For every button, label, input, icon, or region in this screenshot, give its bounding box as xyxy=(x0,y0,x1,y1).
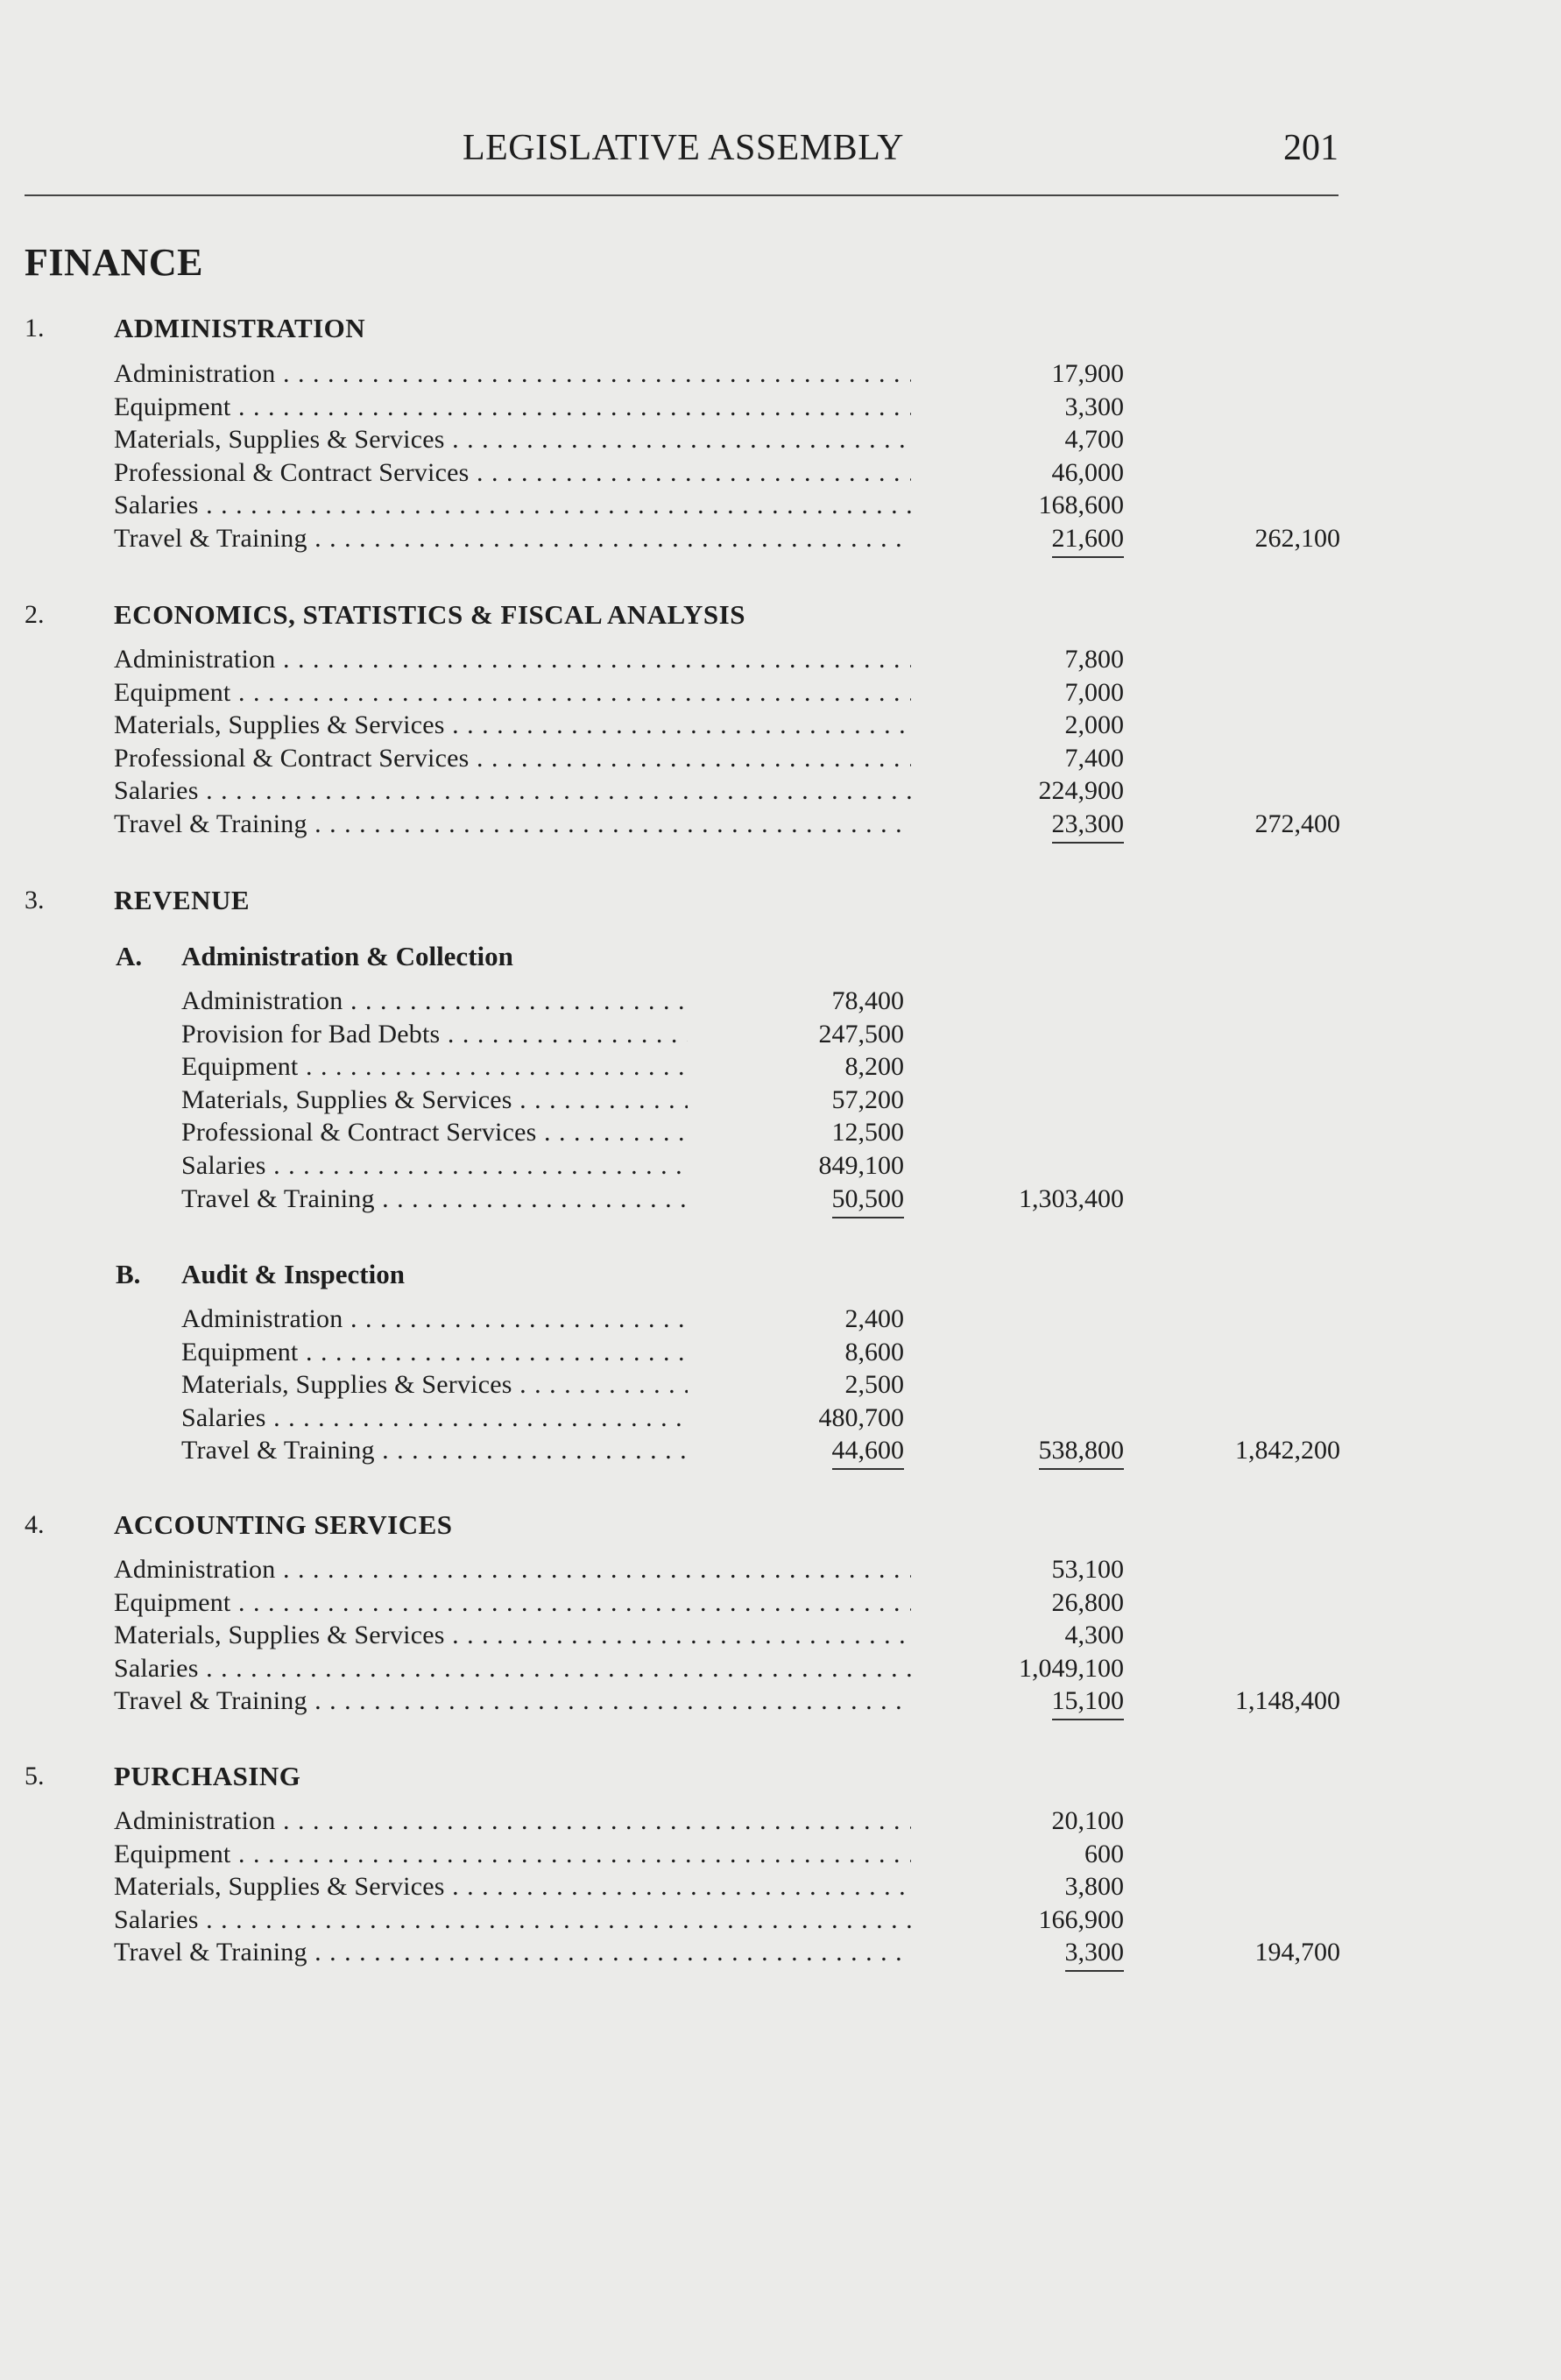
section-total: 272,400 xyxy=(1254,809,1340,838)
line-item-value xyxy=(914,1936,1124,1969)
line-item-label: Travel & Training . . . xyxy=(181,1183,688,1216)
line-item-value: 17,900 xyxy=(1051,359,1124,388)
line-item-value-underlined: 15,100 xyxy=(1052,1686,1125,1720)
line-item-label: Materials, Supplies & Services . . . xyxy=(181,1084,688,1117)
line-item-label: Administration . . . xyxy=(114,357,911,391)
line-item-value: 20,100 xyxy=(1051,1806,1124,1835)
line-item-label: Administration . . . xyxy=(181,985,688,1018)
section-total: 262,100 xyxy=(1254,524,1340,553)
line-item-label: Travel & Training . . . xyxy=(181,1434,688,1467)
line-item-value: 12,500 xyxy=(831,1118,904,1148)
section-title: PURCHASING xyxy=(114,1761,301,1791)
line-item-label: Professional & Contract Services . . . xyxy=(181,1116,688,1149)
subsection-subtotal xyxy=(914,1434,1124,1467)
line-item-value xyxy=(694,1183,904,1216)
line-item-label: Equipment . . . xyxy=(114,676,911,710)
line-item-label: Administration . . . xyxy=(181,1303,688,1336)
line-item-value: 57,200 xyxy=(831,1084,904,1114)
section-total: 1,148,400 xyxy=(1235,1686,1340,1716)
line-item-value xyxy=(914,808,1124,841)
section-number: 5. xyxy=(25,1762,45,1790)
line-item-value-underlined: 21,600 xyxy=(1052,524,1125,558)
line-item-value: 3,300 xyxy=(1064,392,1124,421)
page-number: 201 xyxy=(1283,128,1339,168)
line-item-label: Professional & Contract Services . . . xyxy=(114,456,911,490)
line-item-value: 8,600 xyxy=(844,1337,904,1367)
section-number: 3. xyxy=(25,886,45,915)
line-item-value: 7,400 xyxy=(1064,743,1124,773)
line-item-value: 26,800 xyxy=(1051,1587,1124,1617)
subsection-title: Administration & Collection xyxy=(181,941,513,971)
line-item-value-underlined: 23,300 xyxy=(1052,809,1125,844)
line-item-value: 7,800 xyxy=(1064,645,1124,674)
line-item-value-underlined: 44,600 xyxy=(832,1436,905,1470)
line-item-value: 1,049,100 xyxy=(1019,1653,1124,1683)
header-rule xyxy=(25,194,1339,196)
line-item-label: Salaries . . . xyxy=(114,1652,911,1685)
line-item-label: Materials, Supplies & Services . . . xyxy=(114,1619,911,1652)
line-item-value: 7,000 xyxy=(1064,677,1124,707)
section-title: ACCOUNTING SERVICES xyxy=(114,1509,453,1540)
line-item-label: Materials, Supplies & Services . . . xyxy=(114,709,911,742)
line-item-value xyxy=(914,522,1124,555)
line-item-label: Travel & Training . . . xyxy=(114,1936,911,1969)
subsection-letter: B. xyxy=(116,1259,141,1289)
line-item-value: 3,800 xyxy=(1064,1872,1124,1902)
line-item-value: 480,700 xyxy=(818,1402,904,1432)
line-item-value: 168,600 xyxy=(1038,491,1124,520)
line-item-value: 4,700 xyxy=(1064,425,1124,455)
line-item-value: 2,400 xyxy=(844,1304,904,1333)
section-title: REVENUE xyxy=(114,885,251,915)
line-item-value-underlined: 50,500 xyxy=(832,1184,905,1218)
line-item-value: 8,200 xyxy=(844,1052,904,1082)
line-item-label: Equipment . . . xyxy=(181,1336,688,1369)
line-item-value: 4,300 xyxy=(1064,1621,1124,1650)
line-item-label: Equipment . . . xyxy=(181,1050,688,1084)
line-item-label: Travel & Training . . . xyxy=(114,522,911,555)
line-item-value: 600 xyxy=(1084,1839,1124,1868)
line-item-label: Administration . . . xyxy=(114,1804,911,1838)
line-item-label: Salaries . . . xyxy=(181,1149,688,1183)
line-item-label: Salaries . . . xyxy=(181,1402,688,1435)
line-item-value xyxy=(694,1434,904,1467)
line-item-value: 53,100 xyxy=(1051,1555,1124,1584)
line-item-value: 2,000 xyxy=(1064,710,1124,740)
page-header-title: LEGISLATIVE ASSEMBLY xyxy=(463,128,904,168)
line-item-label: Travel & Training . . . xyxy=(114,808,911,841)
line-item-label: Equipment . . . xyxy=(114,1838,911,1871)
line-item-value: 849,100 xyxy=(818,1151,904,1180)
line-item-label: Equipment . . . xyxy=(114,1586,911,1620)
line-item-label: Materials, Supplies & Services . . . xyxy=(114,1870,911,1903)
subsection-subtotal: 1,303,400 xyxy=(1019,1183,1124,1213)
line-item-label: Salaries . . . xyxy=(114,489,911,522)
section-total: 1,842,200 xyxy=(1235,1436,1340,1465)
line-item-label: Equipment . . . xyxy=(114,391,911,424)
line-item-label: Salaries . . . xyxy=(114,1903,911,1937)
line-item-label: Materials, Supplies & Services . . . xyxy=(181,1368,688,1402)
line-item-label: Administration . . . xyxy=(114,1553,911,1586)
section-number: 2. xyxy=(25,600,45,629)
section-title: ECONOMICS, STATISTICS & FISCAL ANALYSIS xyxy=(114,599,745,630)
subsection-title: Audit & Inspection xyxy=(181,1259,405,1289)
line-item-label: Provision for Bad Debts . . . xyxy=(181,1018,688,1051)
section-number: 4. xyxy=(25,1510,45,1539)
line-item-label: Salaries . . . xyxy=(114,774,911,808)
line-item-value: 78,400 xyxy=(831,986,904,1015)
subsection-letter: A. xyxy=(116,941,143,971)
line-item-value: 247,500 xyxy=(818,1019,904,1049)
department-title: FINANCE xyxy=(25,241,203,284)
line-item-value-underlined: 3,300 xyxy=(1065,1938,1125,1972)
line-item-label: Travel & Training . . . xyxy=(114,1684,911,1718)
section-number: 1. xyxy=(25,314,45,343)
section-title: ADMINISTRATION xyxy=(114,313,366,343)
line-item-value xyxy=(914,1684,1124,1718)
line-item-value: 46,000 xyxy=(1051,457,1124,487)
line-item-value: 166,900 xyxy=(1038,1904,1124,1934)
line-item-value: 2,500 xyxy=(844,1370,904,1400)
line-item-value: 224,900 xyxy=(1038,776,1124,806)
line-item-label: Materials, Supplies & Services . . . xyxy=(114,423,911,456)
line-item-label: Administration . . . xyxy=(114,643,911,676)
line-item-label: Professional & Contract Services . . . xyxy=(114,742,911,775)
subsection-subtotal-underlined: 538,800 xyxy=(1039,1436,1125,1470)
section-total: 194,700 xyxy=(1254,1938,1340,1967)
